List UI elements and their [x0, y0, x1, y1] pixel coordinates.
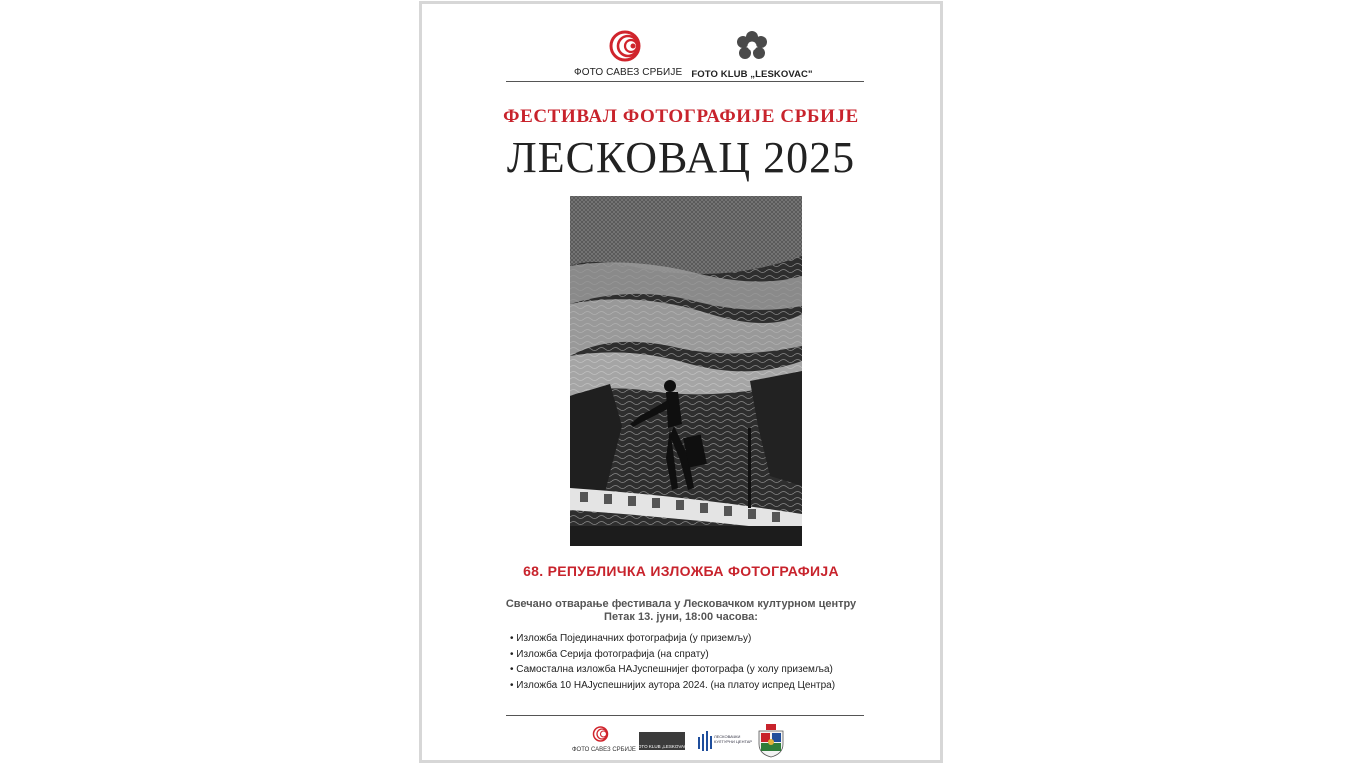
top-divider: [506, 81, 864, 82]
foto-savez-logo: [574, 30, 683, 78]
bars-icon: [698, 731, 714, 753]
leskovac-coat-of-arms: [756, 724, 786, 758]
sponsor-logos: [422, 724, 940, 758]
list-item: • Изложба Појединачних фотографија (у приземљу): [510, 631, 835, 647]
foto-savez-rings-icon: [606, 30, 642, 62]
photo-image: [570, 196, 802, 546]
exhibitions-list: [510, 631, 835, 693]
sponsor-foto-klub: [635, 732, 689, 750]
list-item: • Изложба Серија фотографија (на спрату): [510, 647, 835, 663]
sponsor-foto-klub-label: FOTO KLUB „LESKOVAC": [635, 744, 689, 749]
foto-savez-label: ФОТО САВЕЗ СРБИЈЕ: [574, 67, 683, 78]
sponsor-foto-savez: [572, 726, 636, 753]
list-item: • Самостална изложба НАЈуспешнијег фотографа (у холу приземља): [510, 662, 835, 678]
opening-info: [422, 598, 940, 624]
opening-line-1: Свечано отварање фестивала у Лесковачком културном центру: [505, 598, 857, 610]
city-year-title: ЛЕСКОВАЦ 2025: [506, 133, 856, 182]
exhibition-title: 68. РЕПУБЛИЧКА ИЗЛОЖБА ФОТОГРАФИЈА: [523, 563, 839, 579]
festival-title: ФЕСТИВАЛ ФОТОГРАФИЈЕ СРБИЈЕ: [503, 106, 859, 127]
opening-line-2: Петак 13. јуни, 18:00 часова:: [604, 611, 758, 623]
foto-klub-logo: [690, 30, 814, 80]
top-logos: [422, 30, 940, 82]
bottom-divider: [506, 715, 864, 716]
coat-of-arms-icon: [756, 724, 786, 758]
poster: [419, 1, 943, 763]
sponsor-kulturni-centar-label: ЛЕСКОВАЧКИ КУЛТУРНИ ЦЕНТАР: [714, 734, 753, 744]
flower-icon: [734, 30, 770, 64]
list-item: • Изложба 10 НАЈуспешнијих аутора 2024. (на платоу испред Центра): [510, 678, 835, 694]
foto-savez-rings-icon: [591, 726, 609, 742]
sponsor-foto-savez-label: ФОТО САВЕЗ СРБИЈЕ: [572, 747, 636, 753]
sponsor-kulturni-centar: [698, 731, 754, 753]
foto-klub-label: FOTO KLUB „LESKOVAC": [691, 69, 813, 80]
poster-photograph: [570, 196, 802, 546]
